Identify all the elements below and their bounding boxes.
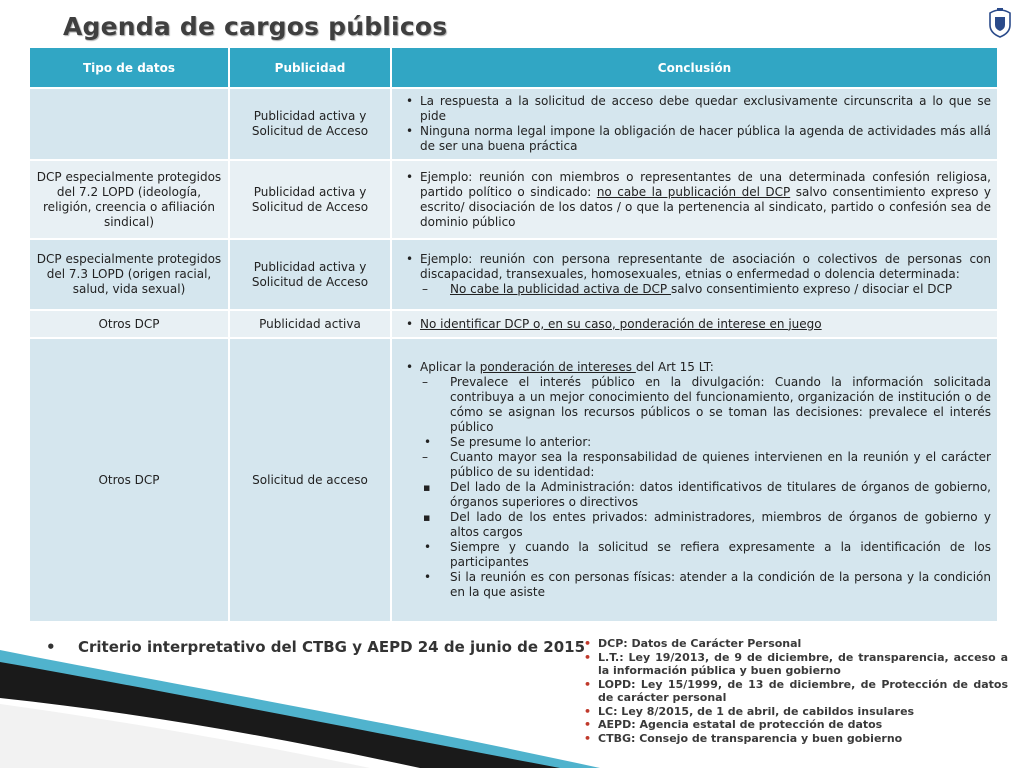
cell-publicidad: Publicidad activa — [229, 310, 391, 338]
cell-publicidad: Publicidad activa y Solicitud de Acceso — [229, 88, 391, 160]
list-item: • La respuesta a la solicitud de acceso debe quedar exclusivamente circunscrita a lo que se pide — [420, 94, 991, 124]
cell-conclusion — [391, 88, 998, 160]
list-item: • Ejemplo: reunión con miembros o representantes de una determinada confesión religiosa, partido político o sindicado: no cabe la publicación del DCP salvo consentimiento expreso y escrito/ disociación de los datos / o que la pertenencia al sindicato, partido o confesión sea de dominio público — [420, 170, 991, 230]
cell-publicidad: Solicitud de acceso — [229, 338, 391, 622]
decorative-swoosh — [0, 650, 600, 768]
cell-tipo: Otros DCP — [29, 310, 229, 338]
cabildo-crest-icon — [986, 5, 1014, 39]
list-item: • Ejemplo: reunión con persona representante de asociación o colectivos de personas con discapacidad, transexuales, homosexuales, etnias o enfermedad o dolencia determinada: – No cabe la publicidad activa de DCP salvo consentimiento expreso / disociar el DCP — [420, 252, 991, 297]
list-item: • CTBG: Consejo de transparencia y buen gobierno — [598, 732, 1008, 746]
list-item: • AEPD: Agencia estatal de protección de datos — [598, 718, 1008, 732]
table-row — [29, 88, 998, 160]
list-item: – Prevalece el interés público en la divulgación: Cuando la información solicitada contribuya a un mejor conocimiento del funcionamiento, organización de institución o de cómo se asignan los recursos públicos o se toman las decisiones: prevalece el interés público — [450, 375, 991, 435]
table-row — [29, 338, 998, 622]
list-item: • No identificar DCP o, en su caso, ponderación de interese en juego — [420, 317, 991, 332]
page-title: Agenda de cargos públicos — [63, 12, 448, 41]
agenda-table — [28, 46, 999, 623]
list-item: – No cabe la publicidad activa de DCP salvo consentimiento expreso / disociar el DCP — [450, 282, 991, 297]
list-item: • LC: Ley 8/2015, de 1 de abril, de cabildos insulares — [598, 705, 1008, 719]
cell-conclusion — [391, 160, 998, 239]
table-row — [29, 310, 998, 338]
table-header-row — [29, 47, 998, 88]
header-publicidad: Publicidad — [229, 47, 391, 88]
list-item: • Siempre y cuando la solicitud se refiera expresamente a la identificación de los participantes — [450, 540, 991, 570]
list-item: • Se presume lo anterior: — [450, 435, 991, 450]
list-item: ▪ Del lado de la Administración: datos identificativos de titulares de órganos de gobierno, órganos superiores o directivos — [450, 480, 991, 510]
cell-conclusion — [391, 310, 998, 338]
table-row — [29, 160, 998, 239]
list-item: • LOPD: Ley 15/1999, de 13 de diciembre, de Protección de datos de carácter personal — [598, 678, 1008, 705]
cell-conclusion — [391, 239, 998, 310]
cell-tipo: DCP especialmente protegidos del 7.2 LOPD (ideología, religión, creencia o afiliación sindical) — [29, 160, 229, 239]
list-item: • Si la reunión es con personas físicas: atender a la condición de la persona y la condición en la que asiste — [450, 570, 991, 600]
cell-tipo: Otros DCP — [29, 338, 229, 622]
list-item: – Cuanto mayor sea la responsabilidad de quienes intervienen en la reunión y el carácter público de su identidad: — [450, 450, 991, 480]
criterio-text: Criterio interpretativo del CTBG y AEPD 24 de junio de 2015 — [78, 638, 586, 656]
cell-tipo: DCP especialmente protegidos del 7.3 LOPD (origen racial, salud, vida sexual) — [29, 239, 229, 310]
cell-publicidad: Publicidad activa y Solicitud de Acceso — [229, 239, 391, 310]
cell-publicidad: Publicidad activa y Solicitud de Acceso — [229, 160, 391, 239]
list-item: • L.T.: Ley 19/2013, de 9 de diciembre, de transparencia, acceso a la información pública y buen gobierno — [598, 651, 1008, 678]
header-conclusion: Conclusión — [391, 47, 998, 88]
list-item: ▪ Del lado de los entes privados: administradores, miembros de órganos de gobierno y altos cargos — [450, 510, 991, 540]
definitions-list — [582, 637, 1008, 745]
cell-tipo — [29, 88, 229, 160]
list-item: • Aplicar la ponderación de intereses del Art 15 LT: – Prevalece el interés público en la divulgación: Cuando la información solicitada contribuya a un mejor conocimiento del funcionamiento, organización de institución o de cómo se asignan los recursos públicos o se toman las decisiones: prevalece el interés público • Se presume lo anterior: – Cuanto mayor sea la responsabilidad de quienes intervienen en la reunión y el carácter público de su identidad: ▪ Del lado de la Administración: datos identificativos de titulares de órganos de gobierno, órganos superiores o directivos ▪ Del lado de los entes privados: administradores, miembros de órganos de gobierno y altos cargos • Siempre y cuando la solicitud se refiera expresamente a la identificación de los participantes • Si la reunión es con personas físicas: atender a la condición de la persona y la condición en la que asiste — [420, 360, 991, 600]
header-tipo: Tipo de datos — [29, 47, 229, 88]
bullet-marker: • — [46, 638, 56, 656]
list-item: • DCP: Datos de Carácter Personal — [598, 637, 1008, 651]
list-item: • Ninguna norma legal impone la obligación de hacer pública la agenda de actividades más allá de ser una buena práctica — [420, 124, 991, 154]
cell-conclusion — [391, 338, 998, 622]
table-row — [29, 239, 998, 310]
